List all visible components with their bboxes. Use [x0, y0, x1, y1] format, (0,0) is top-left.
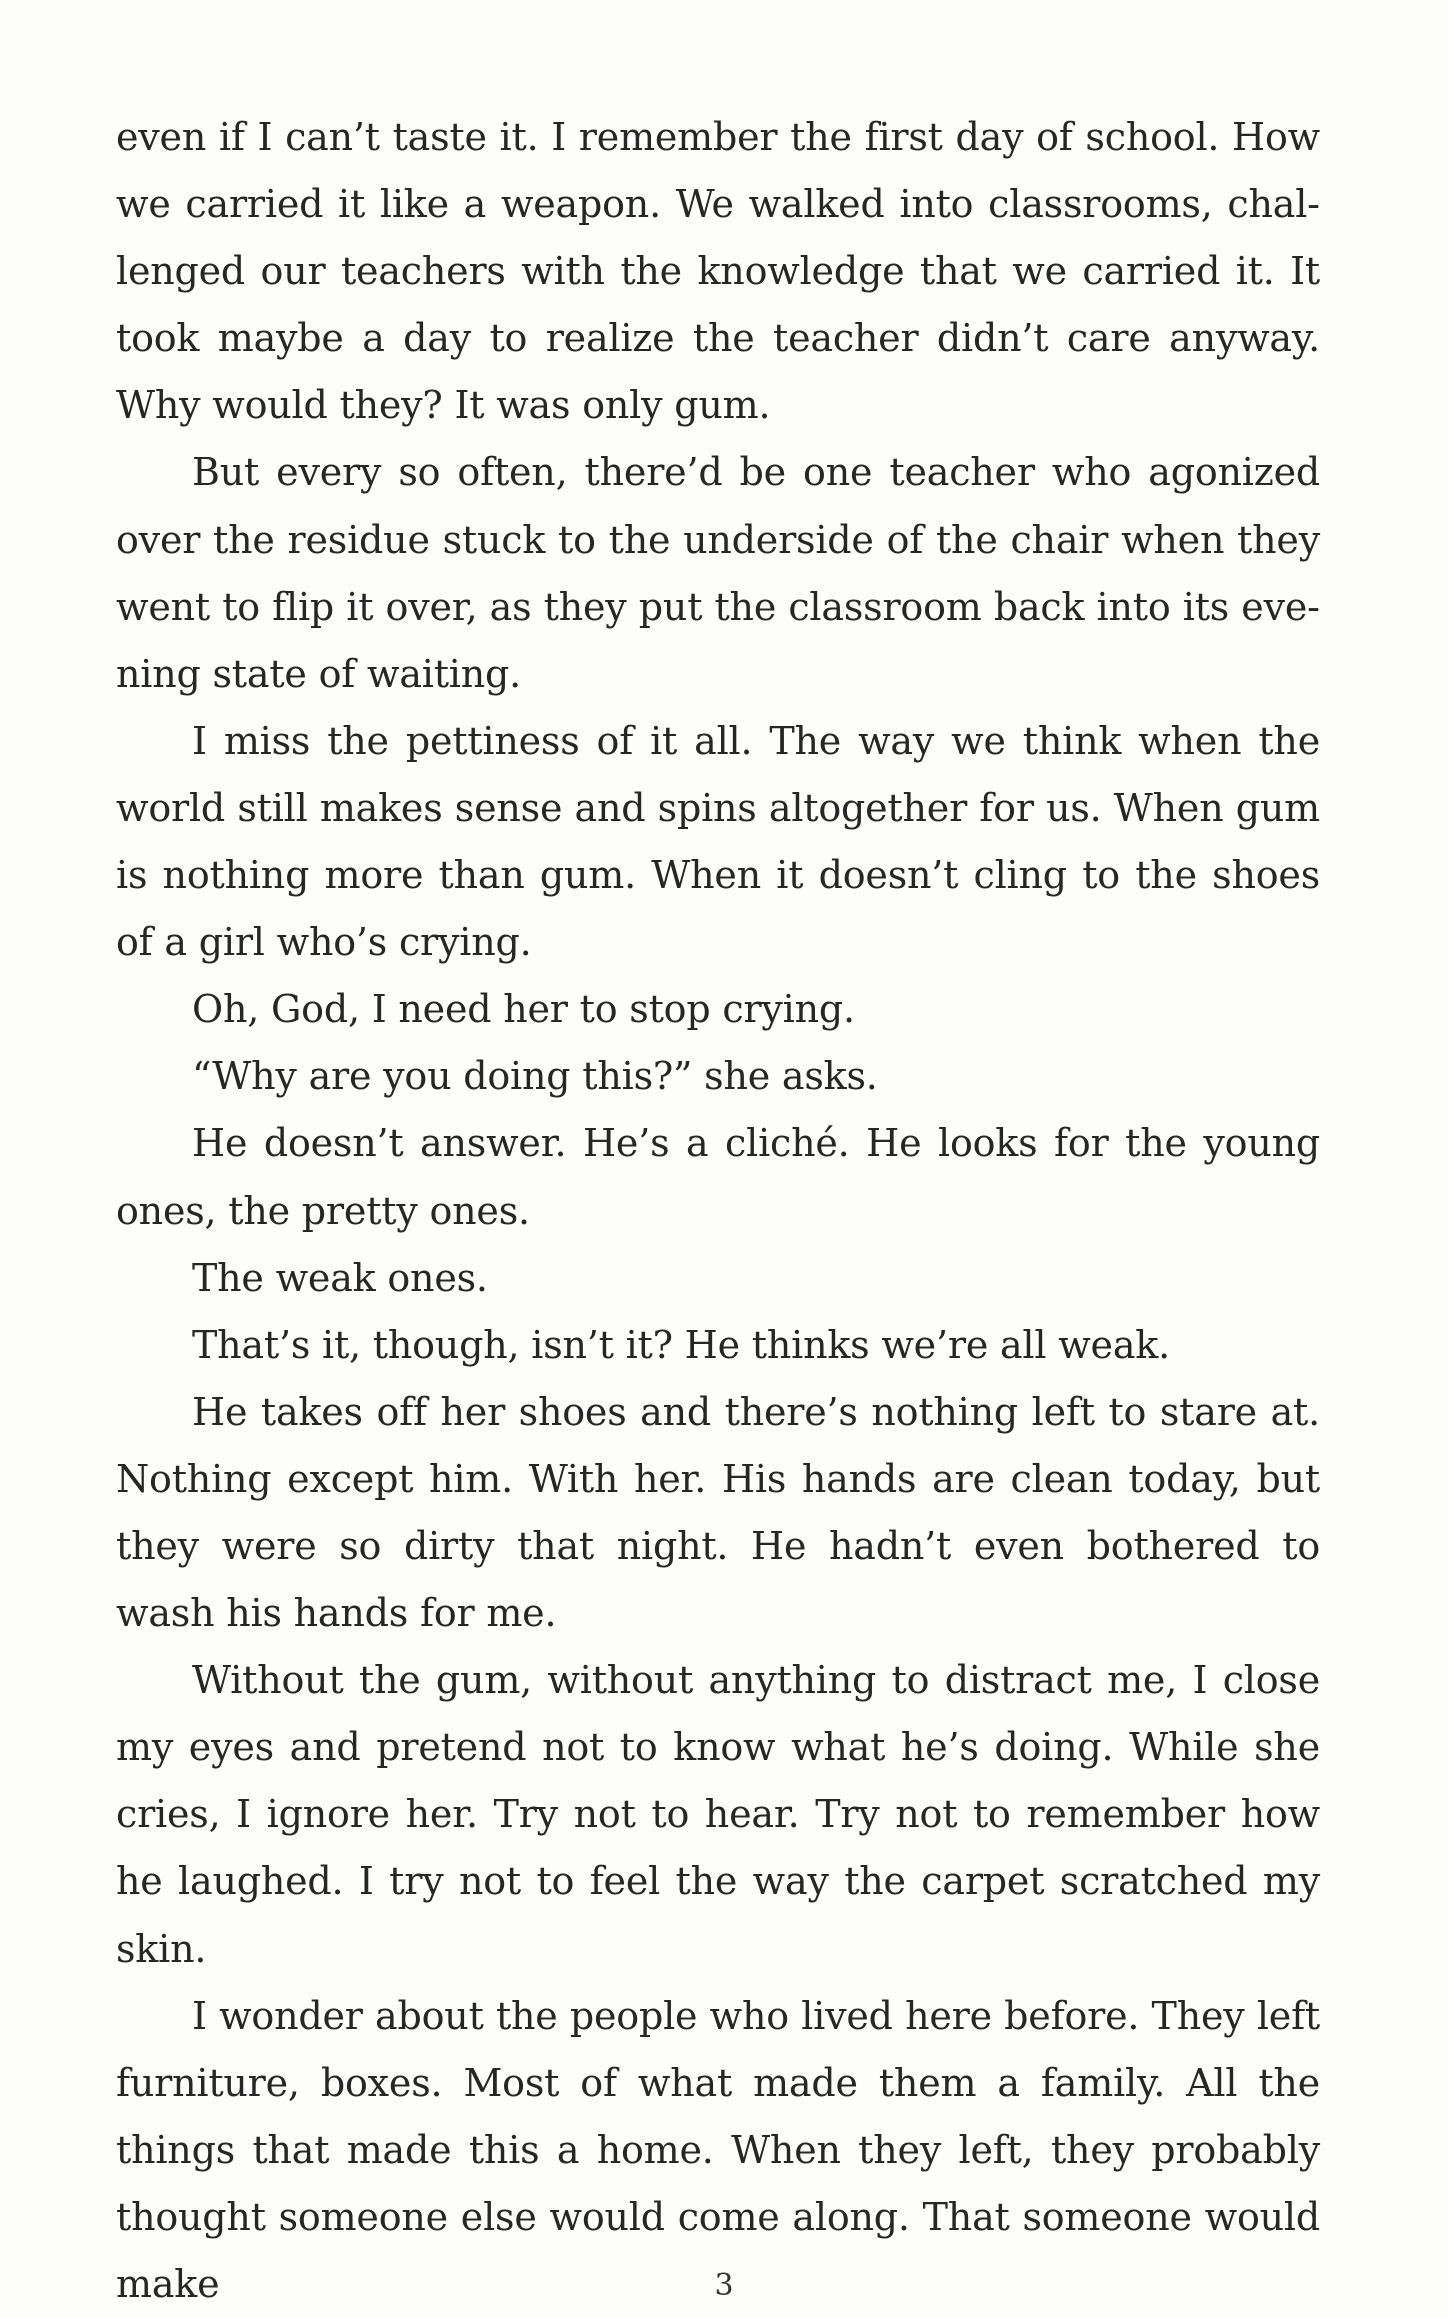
paragraph-7: The weak ones. [192, 1255, 488, 1300]
paragraph-10: Without the gum, without anything to distract me, I close my eyes and pretend not to know what he’s doing. While she cries, I ignore her. Try not to hear. Try not to remember how he laughed. I try not to feel the way the carpet scratched my skin. [116, 1658, 1320, 1971]
paragraph-6: He doesn’t answer. He’s a cliché. He looks for the young ones, the pretty ones. [116, 1121, 1320, 1233]
paragraph-3: I miss the pettiness of it all. The way we think when the world still makes sense and spins altogether for us. When gum is nothing more than gum. When it doesn’t cling to the shoes of a girl who’s crying. [116, 718, 1320, 965]
paragraph-4: Oh, God, I need her to stop crying. [192, 987, 855, 1032]
paragraph-11: I wonder about the people who lived here before. They left furniture, boxes. Most of what made them a family. All the things that made this a home. When they left, they probably thought someone else would come along. That someone would make [116, 1993, 1320, 2306]
body-text [116, 104, 1320, 2318]
page-number: 3 [714, 2268, 734, 2303]
paragraph-2: But every so often, there’d be one teacher who agonized over the residue stuck to the underside of the chair when they went to flip it over, as they put the classroom back into its evening state of waiting. [116, 450, 1320, 696]
paragraph-9: He takes off her shoes and there’s nothing left to stare at. Nothing except him. With her. His hands are clean today, but they were so dirty that night. He hadn’t even bothered to wash his hands for me. [116, 1389, 1320, 1636]
paragraph-8: That’s it, though, isn’t it? He thinks we’re all weak. [192, 1322, 1170, 1367]
paragraph-1: even if I can’t taste it. I remember the first day of school. How we carried it like a weapon. We walked into classrooms, challenged our teachers with the knowledge that we carried it. It took maybe a day to realize the teacher didn’t care anyway. Why would they? It was only gum. [116, 115, 1320, 428]
paragraph-5: “Why are you doing this?” she asks. [192, 1054, 878, 1099]
